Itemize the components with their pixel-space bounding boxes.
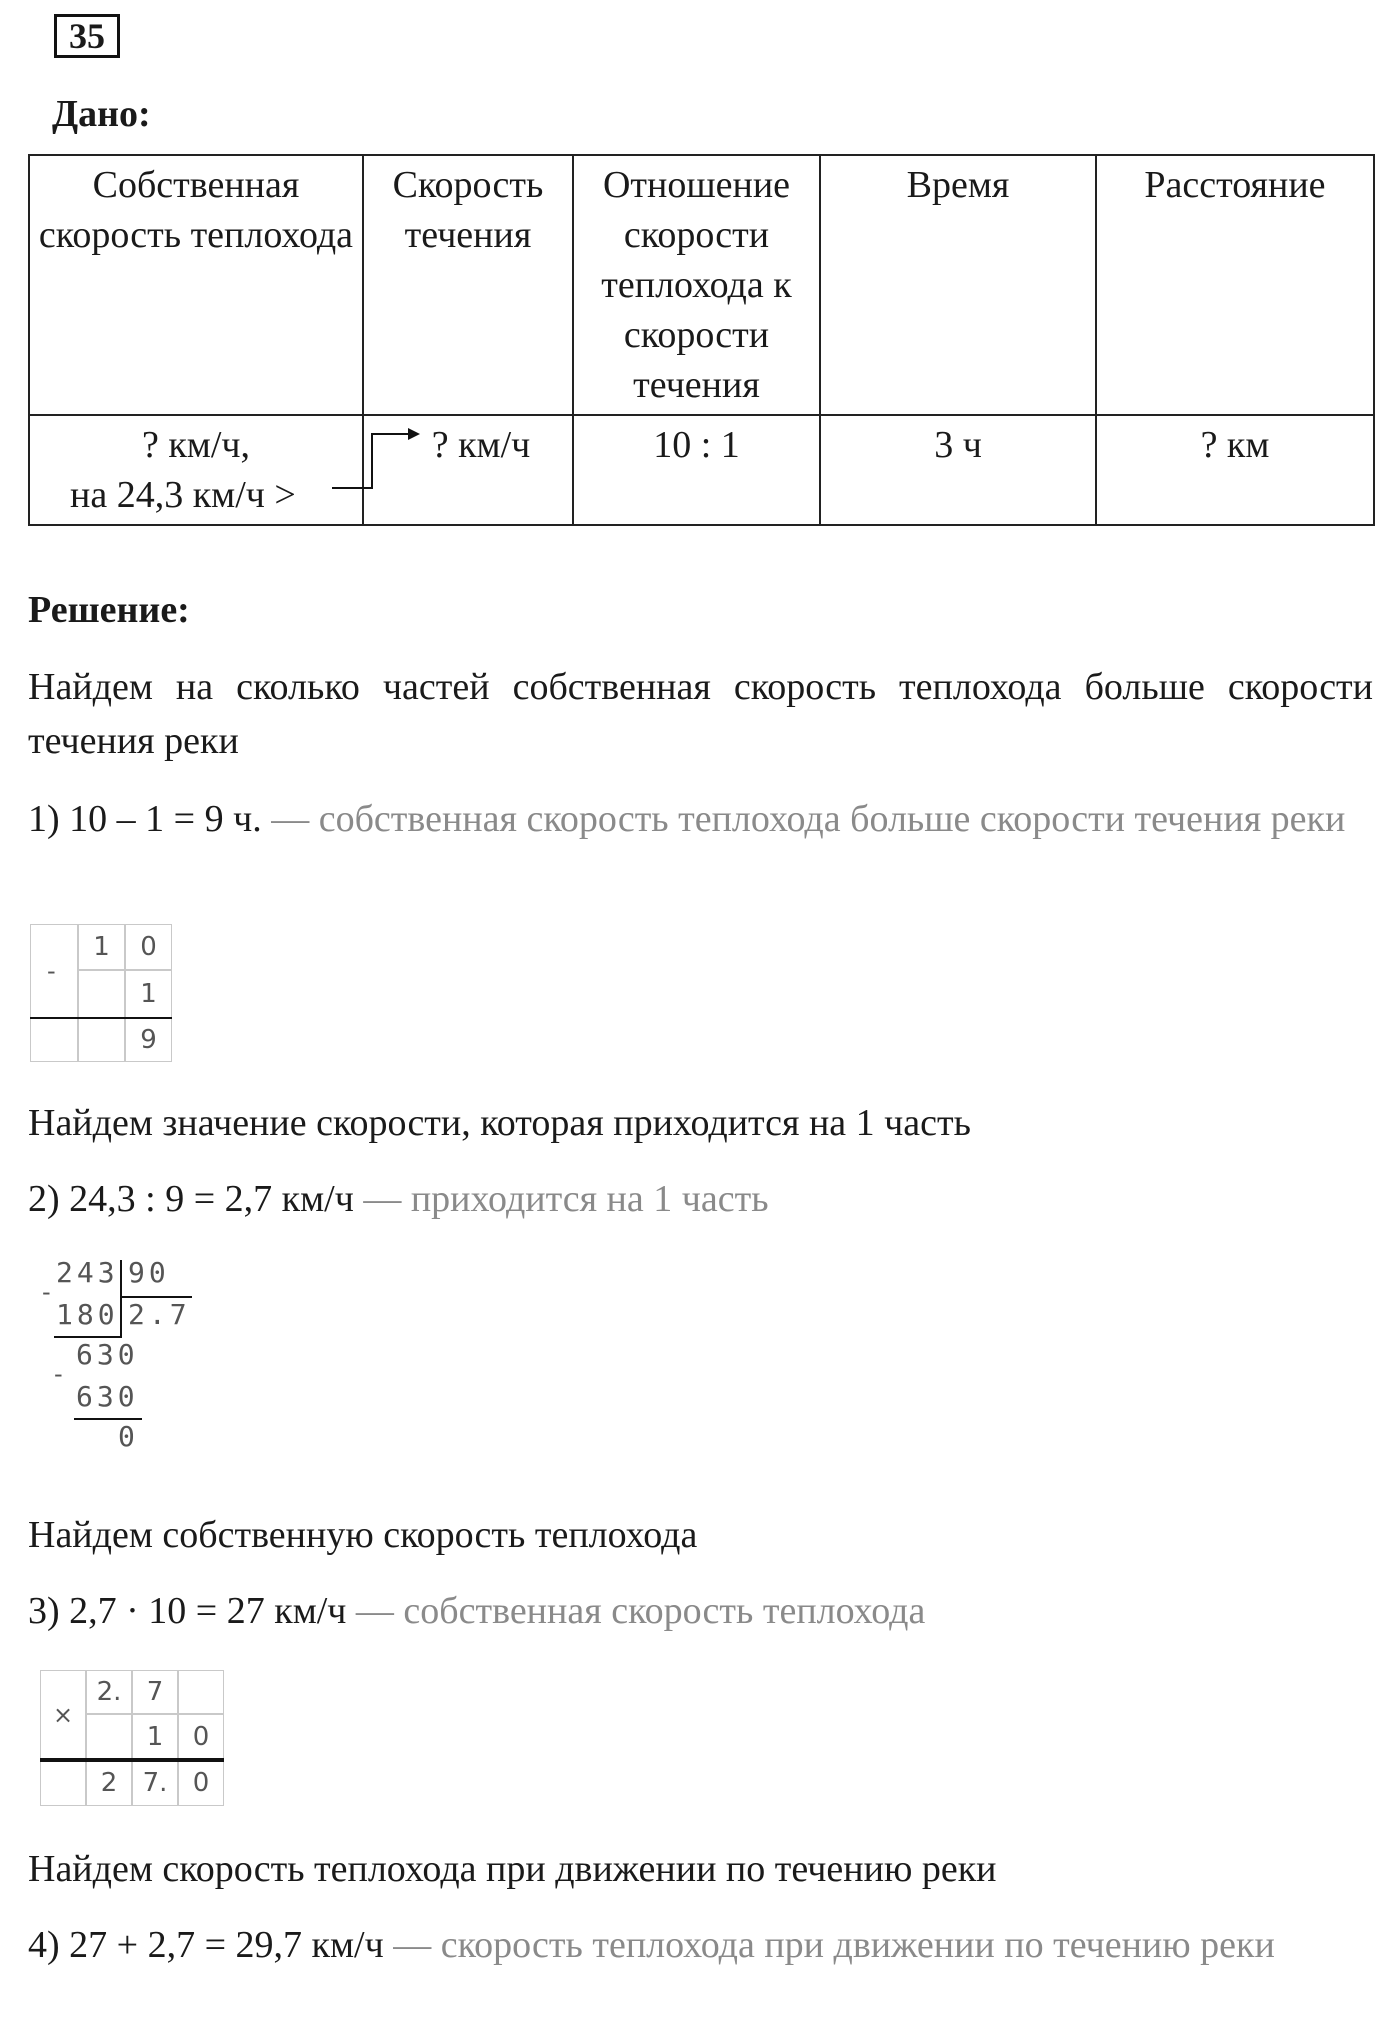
divisor-underline — [120, 1296, 192, 1298]
subtraction-operator-cell — [30, 924, 78, 1018]
quotient: 2.7 — [128, 1298, 191, 1331]
solution-intro-3: Найдем собственную скорость теплохода — [28, 1514, 698, 1556]
given-heading: Дано: — [52, 93, 151, 135]
sub-cell: 1 — [78, 924, 125, 970]
minus-operator: - — [47, 957, 56, 985]
mult-cell: 1 — [132, 1714, 178, 1760]
result-line — [30, 1017, 172, 1019]
value-time: 3 ч — [820, 415, 1096, 525]
solution-intro-4: Найдем скорость теплохода при движении по течению реки — [28, 1848, 997, 1890]
own-speed-line1: ? км/ч, — [141, 424, 251, 466]
header-own-speed: Собственная скорость теплохода — [29, 155, 363, 415]
remainder-1: 630 — [76, 1338, 139, 1371]
step-1-equation: 1) 10 – 1 = 9 ч. — [28, 798, 262, 840]
dividend: 243 — [56, 1256, 119, 1289]
mult-cell: 7. — [132, 1760, 178, 1806]
step-3-note: — собственная скорость теплохода — [355, 1590, 926, 1632]
mult-cell — [86, 1714, 132, 1760]
comparison-arrow-icon — [310, 424, 420, 504]
subtraction-calc — [30, 924, 172, 1062]
step-4 — [28, 1918, 1373, 1972]
step-1-note: — собственная скорость теплохода больше скорости течения реки — [271, 798, 1346, 840]
task-number: 35 — [54, 14, 120, 58]
mult-cell: 2. — [86, 1670, 132, 1714]
sub-cell: 1 — [125, 970, 172, 1018]
solution-intro-2: Найдем значение скорости, которая приходится на 1 часть — [28, 1102, 971, 1144]
step-4-equation: 4) 27 + 2,7 = 29,7 км/ч — [28, 1924, 384, 1966]
own-speed-line2: на 24,3 км/ч > — [70, 474, 296, 516]
sub-cell: 9 — [125, 1018, 172, 1062]
subtrahend-2: 630 — [76, 1380, 139, 1413]
value-ratio: 10 : 1 — [573, 415, 820, 525]
step-3 — [28, 1584, 1373, 1638]
divisor: 90 — [128, 1256, 170, 1289]
step-2 — [28, 1172, 1373, 1226]
sub-cell — [78, 970, 125, 1018]
header-distance: Расстояние — [1096, 155, 1374, 415]
step-3-equation: 3) 2,7 · 10 = 27 км/ч — [28, 1590, 347, 1632]
table-header-row — [29, 155, 1374, 415]
mult-cell: 0 — [178, 1714, 224, 1760]
step-4-note: — скорость теплохода при движении по течению реки — [393, 1924, 1275, 1966]
long-division-calc — [40, 1256, 200, 1456]
subtrahend-1: 180 — [56, 1298, 119, 1331]
mult-cell: 7 — [132, 1670, 178, 1714]
times-operator: × — [53, 1701, 74, 1729]
mult-cell — [40, 1760, 86, 1806]
header-time: Время — [820, 155, 1096, 415]
step-1 — [28, 792, 1373, 846]
solution-heading: Решение: — [28, 589, 190, 631]
sub-cell — [78, 1018, 125, 1062]
table-value-row — [29, 415, 1374, 525]
step-2-note: — приходится на 1 часть — [363, 1178, 769, 1220]
given-table — [28, 154, 1375, 526]
remainder-2: 0 — [118, 1420, 139, 1453]
mult-operator-cell — [40, 1670, 86, 1760]
solution-intro-1: Найдем на сколько частей собственная скорость теплохода больше скорости течения реки — [28, 666, 1373, 762]
value-current-speed: ? км/ч — [363, 415, 573, 525]
division-bar — [120, 1260, 122, 1336]
sub-cell: 0 — [125, 924, 172, 970]
mult-cell: 0 — [178, 1760, 224, 1806]
header-current-speed: Скорость течения — [363, 155, 573, 415]
value-distance: ? км — [1096, 415, 1374, 525]
multiplication-calc — [40, 1670, 224, 1806]
step-2-equation: 2) 24,3 : 9 = 2,7 км/ч — [28, 1178, 354, 1220]
mult-cell: 2 — [86, 1760, 132, 1806]
header-ratio: Отношение скорости теплохода к скорости течения — [573, 155, 820, 415]
mult-cell — [178, 1670, 224, 1714]
minus-operator: - — [42, 1278, 51, 1306]
result-line — [40, 1758, 224, 1762]
sub-cell — [30, 1018, 78, 1062]
minus-operator: - — [54, 1360, 63, 1388]
